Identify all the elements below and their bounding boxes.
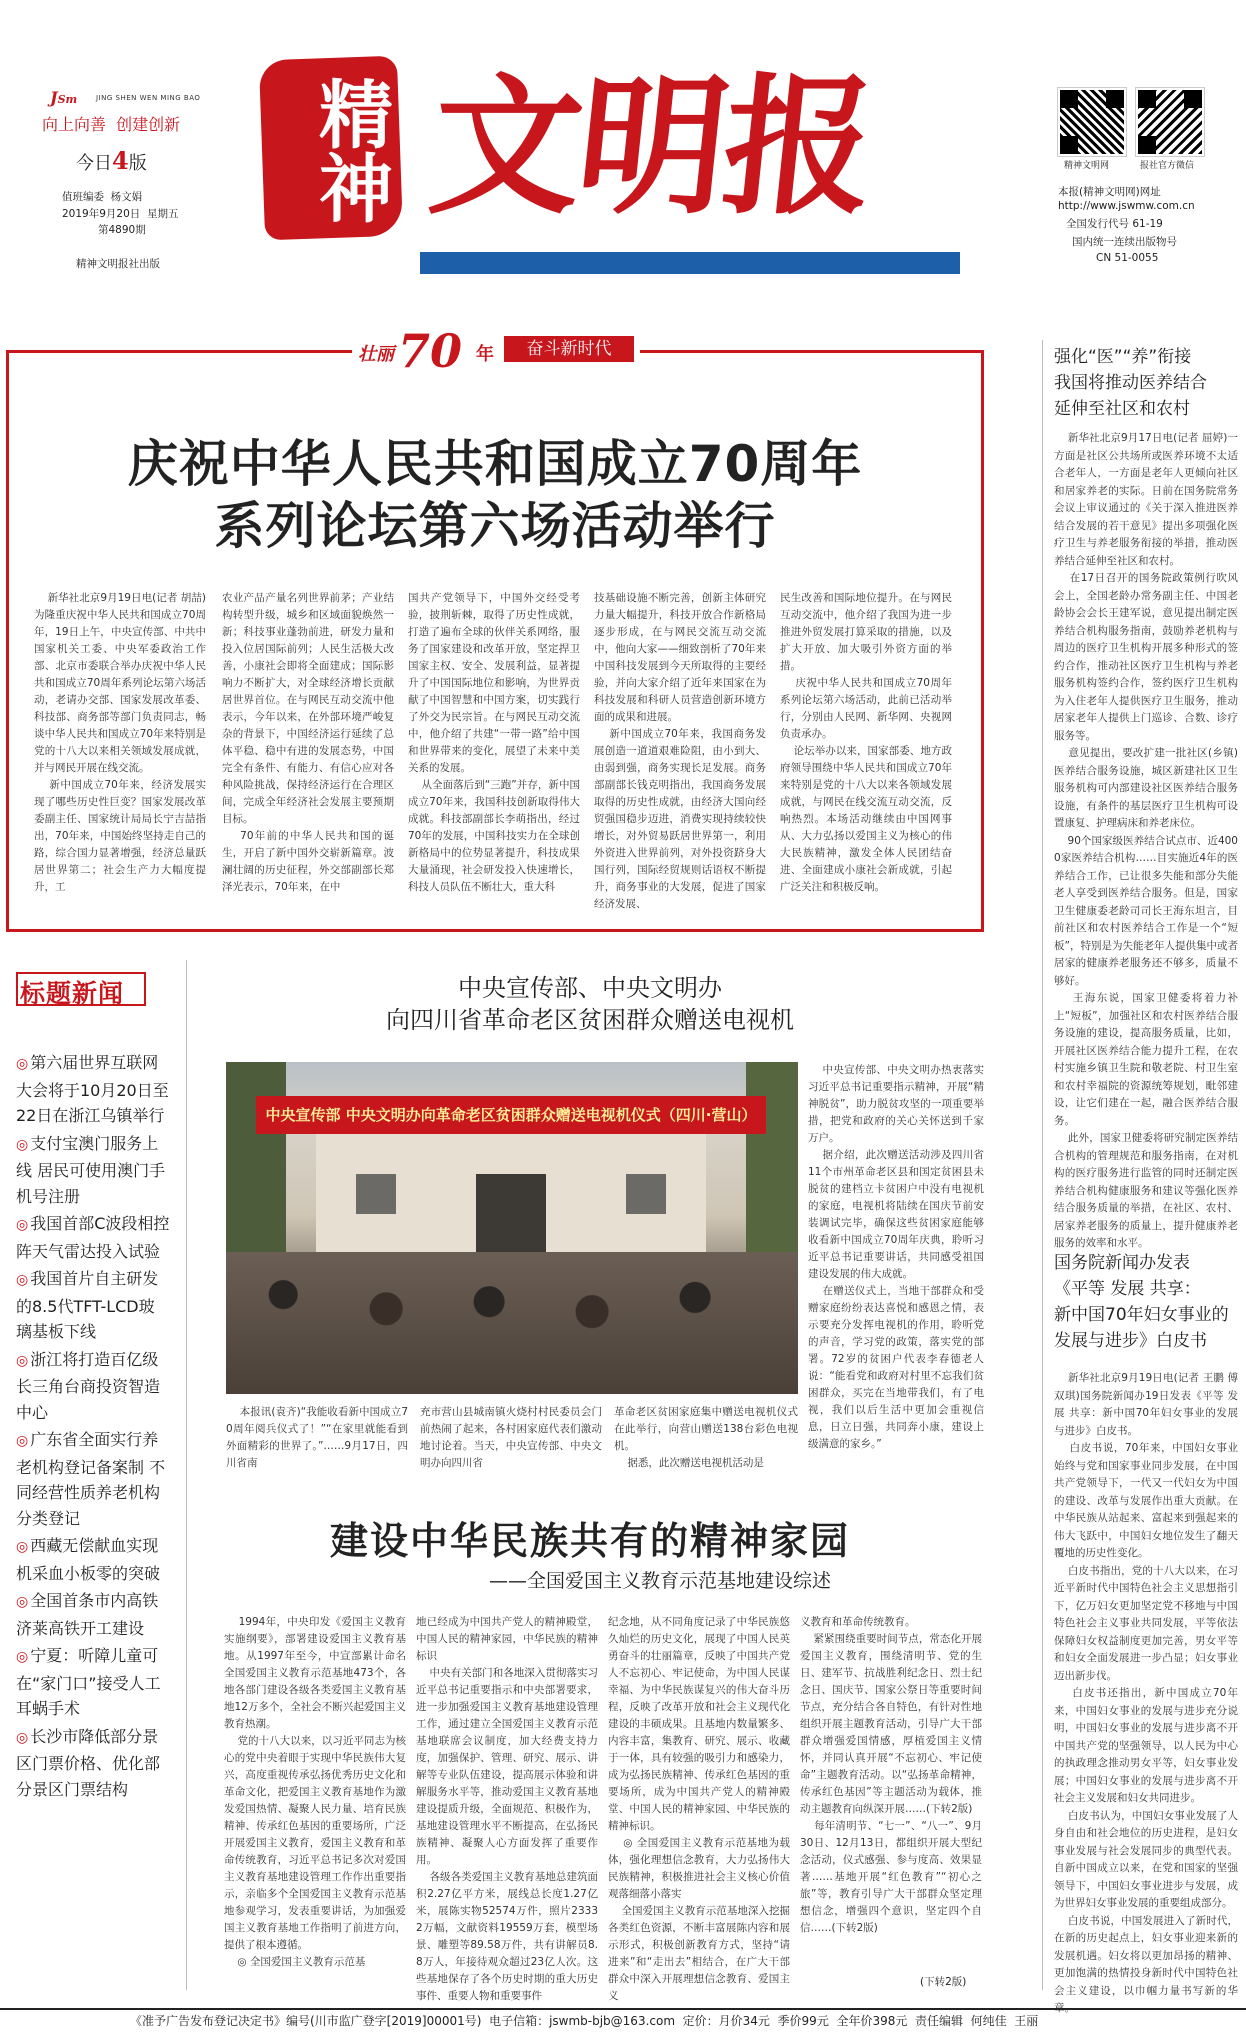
sidebar-article-1-title: 强化“医”“养”衔接 我国将推动医养结合 延伸至社区和农村	[1054, 347, 1207, 419]
tv-headline-1: 中央宣传部、中央文明办	[458, 974, 722, 1002]
feature-headline-1: 庆祝中华人民共和国成立70周年	[127, 435, 863, 493]
code-1: 全国发行代号 61-19	[1066, 218, 1163, 230]
masthead	[0, 0, 1246, 294]
edu-headline: 建设中华民族共有的精神家园	[329, 1519, 850, 1563]
edu-col-1: 1994年，中央印发《爱国主义教育实施纲要》，部署建设爱国主义教育基地。从1997年至今，中宣部累计命名全国爱国主义教育示范基地473个，各地各部门建设各级各类爱国主义教育基地12万多个，全社会不断兴起爱国主义教育热潮。 党的十八大以来，以习近平同志为核心的党中央着眼于实现中华民族伟大复兴，高度重视传承弘扬优秀历史文化和革命文化，把爱国主义教育基地作为激发爱国热情、凝聚人民力量、培育民族精神、传承红色基因的重要场所，广泛开展爱国主义教育，爱国主义教育和革命传统教育，习近平总书记多次对爱国主义教育基地建设管理工作作出重要指示，亲临多个全国爱国主义教育示范基地参观学习，发表重要讲话，为加强爱国主义教育基地工作指明了前进方向，提供了根本遵循。 ◎ 全国爱国主义教育示范基	[224, 1616, 407, 1968]
digest-list	[16, 1050, 170, 1804]
slogan: 向上向善 创建创新	[42, 115, 181, 134]
photo-door	[476, 1174, 546, 1254]
bullet-icon: ◎	[16, 1272, 29, 1288]
footer-rule	[0, 2008, 1246, 2010]
photo-crowd	[226, 1252, 798, 1394]
photo-window	[356, 1174, 396, 1214]
tv-bottom-col-3: 革命老区贫困家庭集中赠送电视机仪式在此举行，向营山赠送138台彩色电视机。 据悉，此次赠送电视机活动是	[614, 1406, 798, 1469]
photo-building	[316, 1134, 706, 1254]
list-item[interactable]: ◎ 广东省全面实行养老机构登记备案制 不同经营性质养老机构分类登记	[16, 1430, 166, 1528]
digest-header	[6, 968, 172, 1008]
bullet-icon: ◎	[16, 1352, 29, 1369]
photo-banner: 中央宣传部 中央文明办向革命老区贫困群众赠送电视机仪式（四川·营山）	[256, 1096, 766, 1134]
tv-photo[interactable]	[226, 1062, 798, 1394]
bullet-icon: ◎	[16, 1136, 29, 1153]
feature-headline-2: 系列论坛第六场活动举行	[214, 497, 776, 555]
feature-col-2: 农业产品产量名列世界前茅；产业结构转型升级，城乡和区域面貌焕然一新；科技事业蓬勃前进，研发力量和投入位居国际前列；人民生活极大改善，小康社会即将全面建成；国际影响力不断扩大，对全球经济增长贡献居世界首位。在与网民互动交流中他表示，今年以来，在外部环境严峻复杂的背景下，中国经济运行延续了总体平稳、稳中有进的发展态势，中国完全有条件、有能力、有信心应对各种风险挑战，保持经济运行在合理区间，完成全年经济社会发展主要预期目标。 70年前的中华人民共和国的诞生，开启了新中国外交崭新篇章。波澜壮阔的历史征程，外交部副部长郑泽光表示，70年来，在中	[222, 592, 394, 893]
qr-code-2[interactable]	[1136, 88, 1204, 156]
qr-code-1[interactable]	[1058, 88, 1126, 156]
list-item[interactable]: ◎ 我国首部C波段相控阵天气雷达投入试验	[16, 1214, 170, 1261]
digest-divider	[186, 960, 187, 1990]
list-item[interactable]: ◎ 长沙市降低部分景区门票价格、优化部分景区门票结构	[16, 1726, 161, 1799]
photo-window	[626, 1174, 666, 1214]
tv-bottom-col-2: 充市营山县城南镇火烧村村民委员会门前热闹了起来，各村困家庭代表们激动地讨论着。当天，中央宣传部、中央文明办向四川省	[420, 1406, 602, 1469]
list-item[interactable]: ◎ 全国首条市内高铁济莱高铁开工建设	[16, 1591, 159, 1638]
sidebar-divider	[1042, 340, 1043, 1990]
digest-title: 标题新闻	[20, 979, 125, 1008]
today-pages: 今日4版	[76, 146, 147, 175]
edu-col-4: 义教育和革命传统教育。 紧紧围绕重要时间节点，常态化开展爱国主义教育，围绕清明节、党的生日、建军节、抗战胜利纪念日、烈士纪念日、国庆节、国家公祭日等重要时间节点，充分结合各自特色，有针对性地组织开展主题教育活动，引导广大干部群众增强爱国情感，厚植爱国主义情怀，并同认真开展“不忘初心、牢记使命”主题教育活动。以“弘扬革命精神，传承红色基因”等主题活动为载体，推动主题教育向纵深开展……(下转2版) 每年清明节、“七一”、“八一”、9月30日、12月13日，都组织开展大型纪念活动，仪式感强、参与度高、效果显著……基地开展“红色教育”“初心之旅”等，教育引导广大干部群众坚定理想信念，增强四个意识，坚定四个自信……(下转2版)	[800, 1616, 983, 1934]
website-link[interactable]: http://www.jswmw.com.cn	[1058, 200, 1195, 212]
feature-col-4: 技基础设施不断完善，创新主体研究力量大幅提升，科技开放合作新格局逐步形成，在与网民交流互动交流中，他向大家——细致剖析了70年来中国科技发展到今天所取得的主要经验，并向大家介绍了近年来国家在为科技发展和科研人员营造创新环境方面的成果和进展。 新中国成立70年来，我国商务发展创造一道道艰难险阻，由小到大、由弱到强，商务实现长足发展。商务部副部长钱克明指出，我国商务发展取得的历史性成就，由经济大国向经贸强国稳步迈进，消费实现持续较快增长，对外贸易跃居世界第一，利用外资进入世界前列，对外投资跻身大国行列，国际经贸规则话语权不断提升，商务事业的大发展，促进了国家经济发展、	[594, 592, 766, 910]
photo-trees-right	[746, 1062, 798, 1262]
bullet-icon: ◎	[16, 1433, 29, 1449]
code-3: CN 51-0055	[1096, 252, 1159, 264]
bullet-icon: ◎	[16, 1539, 29, 1555]
qr2-label: 报社官方微信	[1140, 161, 1195, 171]
tv-bottom-col-1: 本报讯(袁齐)“我能收看新中国成立70周年阅兵仪式了！”“在家里就能看到外面精彩的世界了。”……9月17日，四川省南	[226, 1406, 408, 1469]
blue-banner: 全国精神文明建设战线 全媒中心 独家报纸	[420, 252, 960, 274]
tag-left: 壮丽	[358, 344, 394, 365]
bullet-icon: ◎	[16, 1649, 29, 1665]
tag-year: 年	[476, 344, 494, 365]
bullet-icon: ◎	[16, 1217, 29, 1233]
tv-headline-2: 向四川省革命老区贫困群众赠送电视机	[386, 1006, 794, 1034]
feature-tag	[352, 324, 640, 378]
edu-continue[interactable]: (下转2版)	[920, 1976, 967, 1988]
list-item[interactable]: ◎ 浙江将打造百亿级长三角台商投资智造中心	[16, 1349, 161, 1422]
list-item[interactable]: ◎ 宁夏：听障儿童可在“家门口”接受人工耳蜗手术	[16, 1646, 161, 1718]
bullet-icon: ◎	[16, 1056, 29, 1072]
list-item[interactable]: ◎ 支付宝澳门服务上线 居民可使用澳门手机号注册	[16, 1133, 166, 1206]
publisher-line: 精神文明报社出版	[76, 258, 160, 270]
small-logo: JSm	[50, 88, 78, 107]
feature-col-1: 新华社北京9月19日电(记者 胡喆)为隆重庆祝中华人民共和国成立70周年，19日上午，中央宣传部、中共中国家机关工委、中央军委政治工作部、北京市委联合举办庆祝中华人民共和国成立70周年系列论坛第六场活动，老请办交部、国家发展改革委、科技部、商务部等部门负责同志，畅谈中华人民共和国成立70年来特别是党的十八大以来相关领域发展成就，并与网民开展在线交流。 新中国成立70年来，经济发展实现了哪些历史性巨变？国家发展改革委副主任、国家统计局局长宁吉喆指出，70年来，中国始终坚持走自己的路，综合国力显著增强，经济总量跃居世界第二；社会生产力大幅度提升，工	[34, 592, 206, 893]
title-seal-text: 精神	[307, 76, 393, 224]
issue-line: 第4890期	[98, 224, 146, 236]
tag-right: 奋斗新时代	[504, 336, 634, 362]
date-line: 2019年9月20日 星期五	[62, 208, 179, 220]
feature-col-3: 国共产党领导下，中国外交经受考验，披荆斩棘，取得了历史性成就，打造了遍布全球的伙伴关系网络，服务了国家建设和改革开放，坚定捍卫国家主权、安全、发展利益，显著提升了中国国际地位和影响，为世界贡献了中国智慧和中国方案，切实践行了外交为民宗旨。在与网民互动交流中，他介绍了共建“一带一路”给中国和世界带来的变化，展望了未来中美关系的发展。 从全面落后到“三跑”并存，新中国成立70年来，我国科技创新取得伟大成就。科技部副部长李萌指出，经过70年的发展，中国科技实力在全球创新格局中的位势显著提升，科技成果大量涌现，社会研发投入快速增长，科技人员队伍不断壮大，重大科	[408, 592, 580, 893]
sidebar-article-1-body: 新华社北京9月17日电(记者 屈婷)一方面是社区公共场所或医养环境不太适合老年人，一方面是老年人更倾向社区和居家养老的实际。日前在国务院常务会议上审议通过的《关于深入推进医养结合发展的若干意见》提出多项强化医疗卫生与养老服务衔接的举措，推动医养结合延伸至社区和农村。 在17日召开的国务院政策例行吹风会上，全国老龄办常务副主任、中国老龄协会会长王建军说，意见提出制定医养结合机构服务指南，鼓励养老机构与周边的医疗卫生机构开展多种形式的签约合作，推动社区医疗卫生机构与养老服务机构签约合作，签约医疗卫生机构为入住老年人提供医疗卫生服务，推动居家老年人提供上门巡诊、合数、诊疗服务等。 意见提出，要改扩建一批社区(乡镇)医养结合服务设施，城区新建社区卫生服务机构可内部建设社区医养结合服务设施，有条件的基层医疗卫生机构可设置康复、护理病床和养老床位。 90个国家级医养结合试点市、近4000家医养结合机构……目实施近4年的医养结合工作，已让很多失能和部分失能老人享受到医养结合服务。但是，国家卫生健康委老龄司司长王海东坦言，目前社区和农村医养结合工作是一个“短板”，特别是为失能老年人提供集中或者居家的健康养老服务还不够多，质量不够好。 王海东说，国家卫健委将着力补上“短板”，加强社区和农村医养结合服务设施的建设，提高服务质量，比如，开展社区医养结合能力提升工程，在农村实施乡镇卫生院和敬老院、村卫生室和农村幸福院的资源统筹规划，毗邻建设，让它们建在一起，融合医养结合服务。 此外，国家卫健委将研究制定医养结合机构的管理规范和服务指南，在对机构的医疗服务进行监管的同时还制定医养结合机构健康服务和建议等强化医养结合服务质量的举措，在社区、农村、居家养老服务的质量上，提升健康养老服务的效率和水平。	[1054, 432, 1239, 1249]
sidebar-article-2-body: 新华社北京9月19日电(记者 王鹏 傅双琪)国务院新闻办19日发表《平等 发展 共享：新中国70年妇女事业的发展与进步》白皮书。 白皮书说，70年来，中国妇女事业始终与党和国家事业同步发展，在中国共产党领导下，一代又一代妇女为中国的建设、改革与发展作出重大贡献。在中华民族从站起来、富起来到强起来的伟大飞跃中，中国妇女地位发生了翻天覆地的历史性变化。 白皮书指出，党的十八大以来，在习近平新时代中国特色社会主义思想指引下，亿万妇女更加坚定党不移地与中国特色社会主义事业共同发展，平等依法保障妇女权益制度更加完善，男女平等和妇女全面发展进一步凸显；妇女事业迈出新步伐。 白皮书还指出，新中国成立70年来，中国妇女事业的发展与进步充分说明，中国妇女事业的发展与进步离不开中国共产党的坚强领导，以人民为中心的执政理念推动男女平等，妇女事业发展；中国妇女事业的发展与进步离不开社会主义发展和妇女共同进步。 白皮书认为，中国妇女事业发展了人身自由和社会地位的历史进程，是妇女事业发展与社会发展同步的典型代表。自新中国成立以来，在党和国家的坚强领导下，中国妇女事业进步与发展，成为世界妇女事业发展的重要组成部分。 白皮书说，中国发展进入了新时代，在新的历史起点上，妇女事业迎来新的发展机遇。妇女将以更加昂扬的精神、更加饱满的热情投身新时代中国特色社会主义建设，以巾帼力量书写新的华	[1054, 1372, 1239, 1997]
bullet-icon: ◎	[16, 1729, 29, 1746]
footer-text: 《准予广告发布登记决定书》编号(川市监广登字[2019]00001号) 电子信箱：jswmb-bjb@163.com 定价：月价34元 季价99元 全年价398元 责任编辑 何纯佳 王丽	[130, 2014, 1039, 2028]
code-2: 国内统一连续出版物号	[1072, 236, 1177, 248]
tag-num: 70	[398, 324, 463, 378]
bullet-icon: ◎	[16, 1594, 29, 1610]
list-item[interactable]: ◎ 我国首片自主研发的8.5代TFT-LCD玻璃基板下线	[16, 1269, 159, 1341]
list-item[interactable]: ◎ 第六届世界互联网大会将于10月20日至22日在浙江乌镇举行	[16, 1053, 169, 1125]
website-label: 本报(精神文明网)网址	[1058, 186, 1161, 198]
edu-subhead: ——全国爱国主义教育示范基地建设综述	[488, 1570, 831, 1592]
edu-col-2: 地已经成为中国共产党人的精神殿堂，中国人民的精神家园，中华民族的精神标识 中央有关部门和各地深入贯彻落实习近平总书记重要指示和中央部署要求，进一步加强爱国主义教育基地建设管理工作，通过建立全国爱国主义教育示范基地联席会议制度，加大经费支持力度，加强保护、管理、研究、展示、讲解等专业队伍建设，提高展示体验和讲解服务水平等，推动爱国主义教育基地建设提质升级，全面规范、积极作为，基地建设管理水平不断提高，在弘扬民族精神、凝聚人心方面发挥了重要作用。 各级各类爱国主义教育基地总建筑面积2.27亿平方米，展线总长度1.27亿米，展陈实物52574万件，照片23332万幅，文献资料19559万套，模型场景、雕塑等89.58万件，共有讲解员8.8万人，年接待观众超过23亿人次。这些基地保存了各个历史时期的重大历史事件、重要人物和重要事件	[416, 1616, 599, 2002]
qr1-label: 精神文明网	[1064, 161, 1110, 171]
edu-col-3: 纪念地，从不同角度记录了中华民族悠久灿烂的历史文化，展现了中国人民英勇奋斗的壮丽篇章，反映了中国共产党人不忘初心、牢记使命，为中国人民谋幸福、为中华民族谋复兴的伟大奋斗历程，反映了改革开放和社会主义现代化建设的丰硕成果。且基地内数量繁多、内容丰富，集教育、研究、展示、收藏于一体，具有较强的吸引力和感染力，成为弘扬民族精神、传承红色基因的重要场所，成为中国共产党人的精神殿堂、中国人民的精神家园、中华民族的精神标识。 ◎ 全国爱国主义教育示范基地为载体，强化理想信念教育，大力弘扬伟大民族精神，积极推进社会主义核心价值观落细落小落实 全国爱国主义教育示范基地深入挖掘各类红色资源，不断丰富展陈内容和展示形式，积极创新教育方式，坚持“请进来”和“走出去”相结合，在广大干部群众中深入开展理想信念教育、爱国主义	[608, 1616, 791, 2002]
list-item[interactable]: ◎ 西藏无偿献血实现机采血小板零的突破	[16, 1536, 161, 1583]
feature-col-5: 民生改善和国际地位提升。在与网民互动交流中，他介绍了我国为进一步推进外贸发展打算采取的措施，以及扩大开放、加大吸引外资方面的举措。 庆祝中华人民共和国成立70周年系列论坛第六场活动，此前已活动举行，分别由人民网、新华网、央视网负责承办。 论坛举办以来，国家部委、地方政府领导围绕中华人民共和国成立70年来特别是党的十八大以来各领域发展成就，与网民在线交流互动交流，反响热烈。本场活动继续由中国网事从、大力弘扬以爱国主义为核心的伟大民族精神，激发全体人民团结奋进、全面建成小康社会新成就，引起广泛关注和积极反响。	[780, 592, 952, 893]
sidebar-article-2-title: 国务院新闻办发表 《平等 发展 共享： 新中国70年妇女事业的 发展与进步》白皮书	[1054, 1253, 1229, 1351]
pinyin: JING SHEN WEN MING BAO	[96, 94, 201, 102]
title-main: 文明报	[422, 59, 880, 235]
photo-trees-left	[226, 1062, 286, 1262]
editor-line: 值班编委 杨文娟	[62, 191, 143, 203]
tv-right-col: 中央宣传部、中央文明办热衷落实习近平总书记重要指示精神，开展“精神脱贫”，助力脱贫攻坚的一项重要举措，把党和政府的关心关怀送到千家万户。 据介绍，此次赠送活动涉及四川省11个市州革命老区县和国定贫困县未脱贫的建档立卡贫困户中没有电视机的家庭，电视机将陆续在国庆节前安装调试完毕，确保这些贫困家庭能够收看新中国成立70周年庆典，聆听习近平总书记重要讲话，共同感受祖国建设发展的伟大成就。 在赠送仪式上，当地干部群众和受赠家庭纷纷表达喜悦和感恩之情，表示要充分发挥电视机的作用，聆听党的声音，学习党的政策，落实党的部署。72岁的贫困户代表李春德老人说：“能看党和政府对村里不忘我们贫困群众，买完在当地带我们，有了电视，我们以后生活中更加会重视信息，日立日强，共同奔小康，建设上级满意的家乡。”	[808, 1064, 984, 1450]
